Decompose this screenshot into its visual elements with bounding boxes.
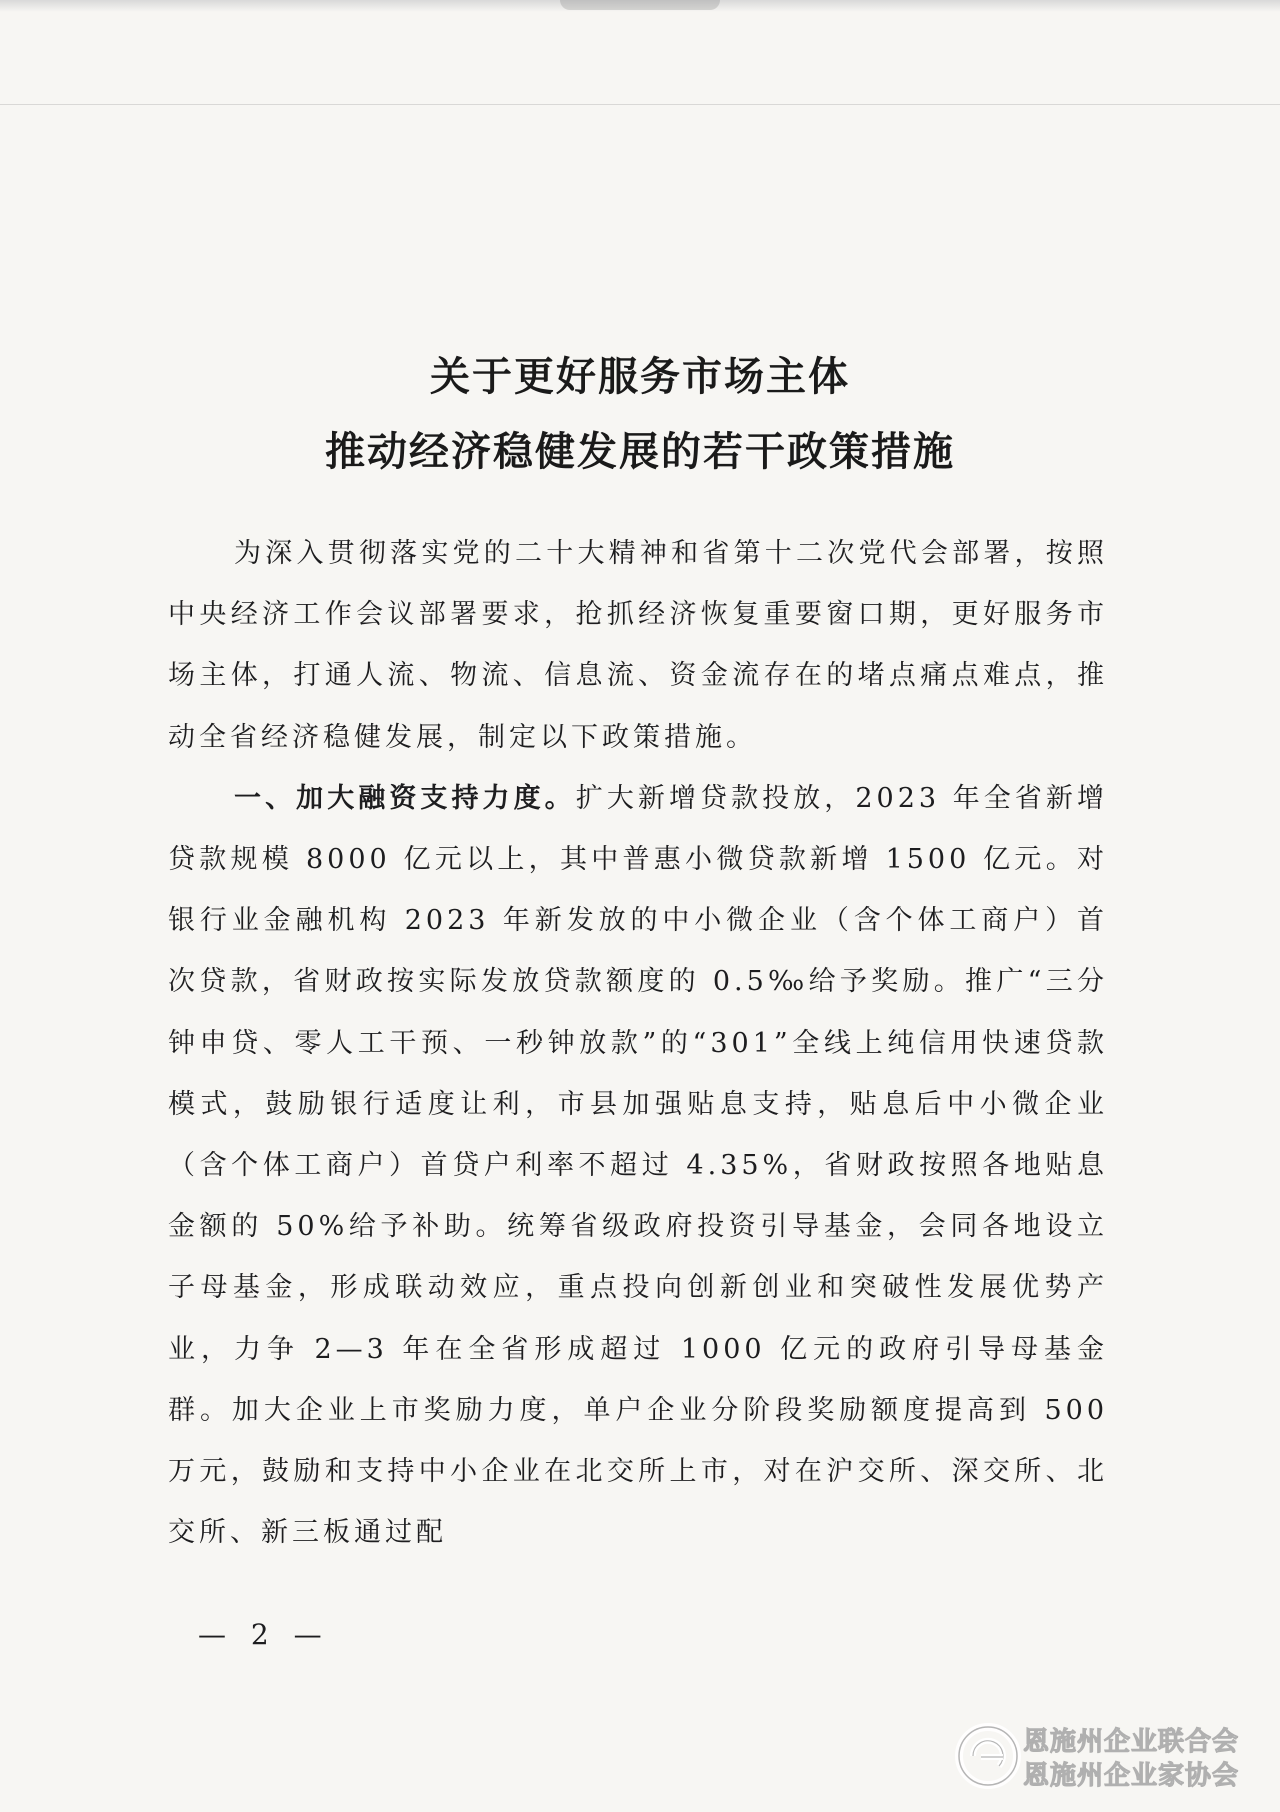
- section-1-heading: 一、加大融资支持力度。: [234, 782, 576, 814]
- section-1-body: 扩大新增贷款投放，2023 年全省新增贷款规模 8000 亿元以上，其中普惠小微贷款新增 1500 亿元。对银行业金融机构 2023 年新发放的中小微企业（含个体工商户）首次贷款，省财政按实际发放贷款额度的 0.5‰给予奖励。推广“三分钟申贷、零人工干预、一秒钟放款”的“301”全线上纯信用快速贷款模式，鼓励银行适度让利，市县加强贴息支持，贴息后中小微企业（含个体工商户）首贷户利率不超过 4.35%，省财政按照各地贴息金额的 50%给予补助。统筹省级政府投资引导基金，会同各地设立子母基金，形成联动效应，重点投向创新创业和突破性发展优势产业，力争 2—3 年在全省形成超过 1000 亿元的政府引导母基金群。加大企业上市奖励力度，单户企业分阶段奖励额度提高到 500 万元，鼓励和支持中小企业在北交所上市，对在沪交所、深交所、北交所、新三板通过配: [168, 782, 1108, 1549]
- page-fold-line: [0, 104, 1280, 105]
- page-number: — 2 —: [198, 1618, 330, 1651]
- watermark: [953, 1715, 1263, 1795]
- section-1-paragraph: [168, 768, 1108, 1564]
- intro-paragraph: 为深入贯彻落实党的二十大精神和省第十二次党代会部署，按照中央经济工作会议部署要求，抢抓经济恢复重要窗口期，更好服务市场主体，打通人流、物流、信息流、资金流存在的堵点痛点难点，推动全省经济稳健发展，制定以下政策措施。: [168, 538, 1108, 753]
- watermark-line-1: 恩施州企业联合会: [1023, 1727, 1240, 1757]
- association-logo-icon: [953, 1721, 1023, 1791]
- scan-binding-mark: [560, 0, 720, 10]
- document-title-line-1: 关于更好服务市场主体: [430, 354, 850, 400]
- document-body: [168, 523, 1108, 1563]
- watermark-line-2: 恩施州企业家协会: [1023, 1761, 1240, 1791]
- document-title-line-2: 推动经济稳健发展的若干政策措施: [325, 429, 955, 475]
